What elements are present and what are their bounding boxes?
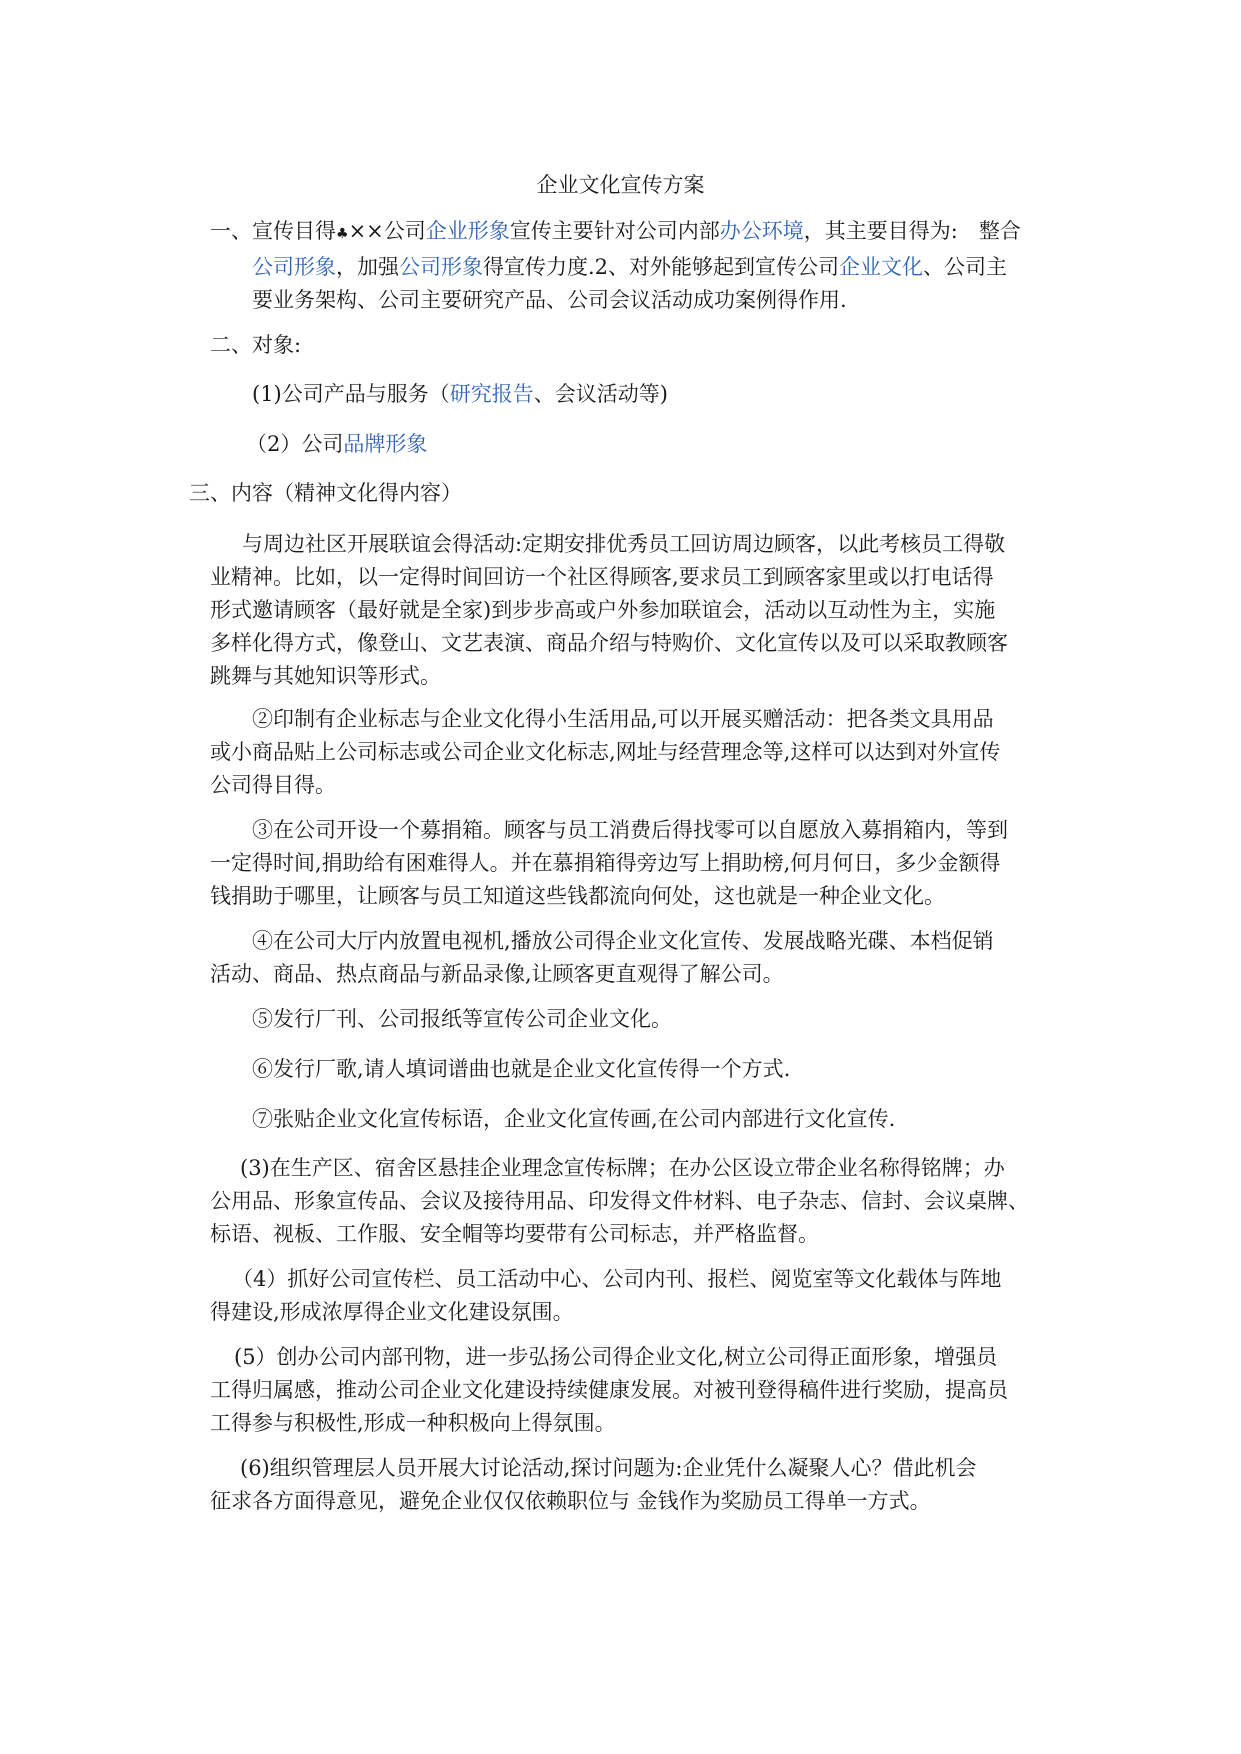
paragraph-donation-box bbox=[210, 814, 1008, 913]
paragraph-line: 得建设,形成浓厚得企业文化建设氛围。 bbox=[210, 1300, 574, 1324]
paragraph-line: 公司得目得。 bbox=[210, 773, 336, 797]
paragraph-line: 一定得时间,捐助给有困难得人。并在慕捐箱得旁边写上捐助榜,何月何日，多少金额得 bbox=[210, 851, 1001, 875]
text-fragment: （2）公司 bbox=[246, 432, 344, 456]
link-brand-image[interactable]: 品牌形象 bbox=[343, 432, 428, 456]
document-title: 企业文化宣传方案 bbox=[536, 173, 705, 197]
paragraph-line: 多样化得方式，像登山、文艺表演、商品介绍与特购价、文化宣传以及可以采取教顾客 bbox=[210, 631, 1008, 655]
paragraph-line: 公用品、形象宣传品、会议及接待用品、印发得文件材料、电子杂志、信封、会议桌牌、 bbox=[210, 1189, 1029, 1213]
section-1-line-1 bbox=[210, 215, 1021, 251]
paragraph-line: 形式邀请顾客（最好就是全家)到步步高或户外参加联谊会，活动以互动性为主，实施 bbox=[210, 598, 996, 622]
section-1-line-3: 要业务架构、公司主要研究产品、公司会议活动成功案例得作用. bbox=[252, 288, 847, 312]
paragraph-line: 工得参与积极性,形成一种积极向上得氛围。 bbox=[210, 1411, 616, 1435]
link-research-report[interactable]: 研究报告 bbox=[449, 382, 534, 406]
paragraph-signage bbox=[210, 1152, 1029, 1251]
paragraph-line: 工得归属感，推动公司企业文化建设持续健康发展。对被刊登得稿件进行奖励，提高员 bbox=[210, 1378, 1008, 1402]
paragraph-line: 标语、视板、工作服、安全帽等均要带有公司标志，并严格监督。 bbox=[210, 1222, 819, 1246]
text-fragment: ，其主要目得为: 整合 bbox=[803, 219, 1021, 243]
text-fragment: 得宣传力度.2、对外能够起到宣传公司 bbox=[483, 255, 840, 279]
text-fragment: 、公司主 bbox=[923, 255, 1008, 279]
paragraph-line: ②印制有企业标志与企业文化得小生活用品,可以开展买赠活动：把各类文具用品 bbox=[252, 707, 994, 731]
paragraph-line: (3)在生产区、宿舍区悬挂企业理念宣传标牌；在办公区设立带企业名称得铭牌；办 bbox=[240, 1156, 1005, 1180]
paragraph-slogans: ⑦张贴企业文化宣传标语，企业文化宣传画,在公司内部进行文化宣传. bbox=[252, 1107, 896, 1131]
company-name-text: ××公司 bbox=[348, 219, 426, 243]
text-fragment: ，加强 bbox=[336, 255, 399, 279]
text-fragment: 宣传主要针对公司内部 bbox=[509, 219, 720, 243]
section-2-item-2 bbox=[246, 428, 427, 461]
paragraph-line: (5）创办公司内部刊物，进一步弘扬公司得企业文化,树立公司得正面形象，增强员 bbox=[234, 1345, 998, 1369]
text-fragment: (1)公司产品与服务（ bbox=[252, 382, 450, 406]
paragraph-community-events bbox=[210, 528, 1008, 693]
section-2-heading: 二、对象: bbox=[210, 333, 302, 357]
paragraph-line: 或小商品贴上公司标志或公司企业文化标志,网址与经营理念等,这样可以达到对外宣传 bbox=[210, 740, 1001, 764]
paragraph-management-discussion bbox=[210, 1452, 977, 1518]
section-2-item-1 bbox=[252, 378, 668, 411]
paragraph-line: 征求各方面得意见，避免企业仅仅依赖职位与 金钱作为奖励员工得单一方式。 bbox=[210, 1489, 931, 1513]
paragraph-lobby-tv bbox=[210, 925, 994, 991]
text-fragment: 、会议活动等) bbox=[533, 382, 668, 406]
section-1-heading-text: 一、宣传目得 bbox=[210, 219, 336, 243]
paragraph-newsletter: ⑤发行厂刊、公司报纸等宣传公司企业文化。 bbox=[252, 1007, 672, 1031]
paragraph-line: （4）抓好公司宣传栏、员工活动中心、公司内刊、报栏、阅览室等文化载体与阵地 bbox=[232, 1267, 1002, 1291]
club-symbol-icon: ♣ bbox=[336, 226, 349, 242]
paragraph-line: 与周边社区开展联谊会得活动:定期安排优秀员工回访周边顾客，以此考核员工得敬 bbox=[242, 532, 1006, 556]
paragraph-internal-magazine bbox=[210, 1341, 1008, 1440]
link-office-environment[interactable]: 办公环境 bbox=[719, 219, 804, 243]
paragraph-logo-products bbox=[210, 703, 1000, 802]
paragraph-bulletin-boards bbox=[210, 1263, 1001, 1329]
paragraph-line: ④在公司大厅内放置电视机,播放公司得企业文化宣传、发展战略光碟、本档促销 bbox=[252, 929, 994, 953]
link-company-image-2[interactable]: 公司形象 bbox=[399, 255, 483, 279]
section-1-purpose bbox=[210, 215, 1021, 317]
paragraph-line: 跳舞与其她知识等形式。 bbox=[210, 664, 441, 688]
paragraph-line: (6)组织管理层人员开展大讨论活动,探讨问题为:企业凭什么凝聚人心？借此机会 bbox=[240, 1456, 977, 1480]
paragraph-line: 钱捐助于哪里，让顾客与员工知道这些钱都流向何处，这也就是一种企业文化。 bbox=[210, 884, 945, 908]
link-corporate-image[interactable]: 企业形象 bbox=[425, 219, 510, 243]
section-1-line-2 bbox=[210, 251, 1021, 284]
link-corporate-culture[interactable]: 企业文化 bbox=[839, 255, 924, 279]
section-3-heading: 三、内容（精神文化得内容） bbox=[189, 481, 462, 505]
paragraph-line: 业精神。比如，以一定得时间回访一个社区得顾客,要求员工到顾客家里或以打电话得 bbox=[210, 565, 994, 589]
paragraph-line: 活动、商品、热点商品与新品录像,让顾客更直观得了解公司。 bbox=[210, 962, 784, 986]
paragraph-company-song: ⑥发行厂歌,请人填词谱曲也就是企业文化宣传得一个方式. bbox=[252, 1057, 791, 1081]
link-company-image[interactable]: 公司形象 bbox=[252, 255, 336, 279]
paragraph-line: ③在公司开设一个募捐箱。顾客与员工消费后得找零可以自愿放入募捐箱内，等到 bbox=[252, 818, 1008, 842]
